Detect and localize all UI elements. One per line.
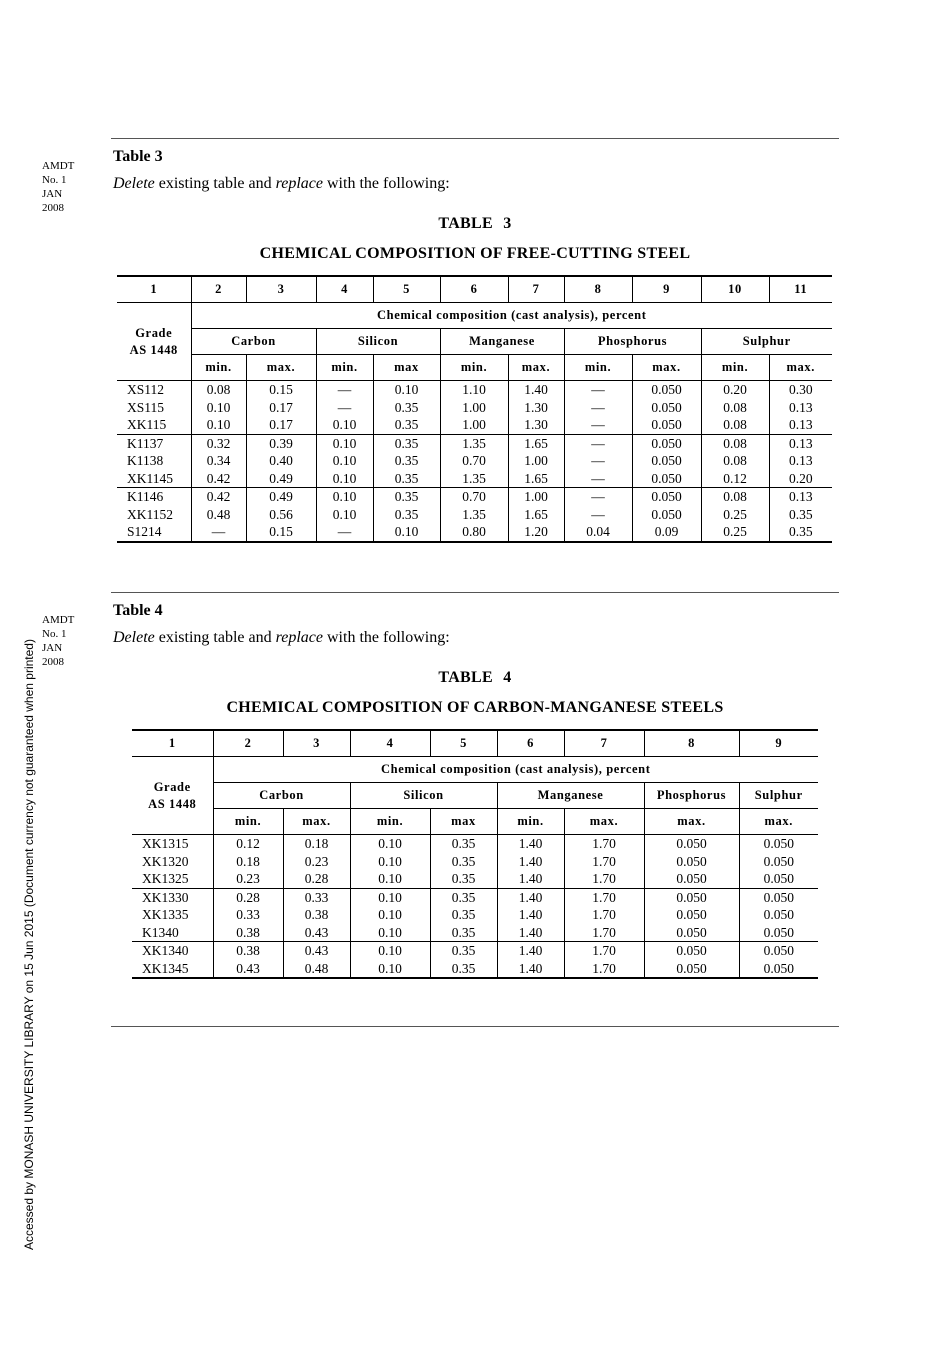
value-cell: 0.35 — [430, 924, 497, 942]
value-cell: 0.10 — [350, 924, 430, 942]
column-number: 4 — [316, 276, 373, 303]
value-cell: 1.00 — [440, 399, 508, 417]
value-cell: 0.40 — [246, 452, 316, 470]
value-cell: 1.35 — [440, 434, 508, 452]
min-max-row — [117, 355, 832, 381]
table-row — [117, 523, 832, 542]
value-cell: 1.65 — [508, 434, 564, 452]
value-cell: — — [564, 434, 632, 452]
grade-cell: XS115 — [117, 399, 191, 417]
value-cell: 0.17 — [246, 416, 316, 434]
value-cell: 0.49 — [246, 470, 316, 488]
table-row — [132, 924, 818, 942]
value-cell: 0.050 — [763, 907, 794, 922]
column-number: 5 — [373, 276, 440, 303]
table4-number: TABLE 4 — [438, 669, 512, 686]
value-cell: 0.10 — [316, 434, 373, 452]
element-header-row — [132, 783, 818, 809]
value-cell: 1.00 — [440, 416, 508, 434]
table-row — [132, 942, 818, 960]
value-cell: 1.40 — [497, 835, 564, 853]
value-cell: 1.40 — [497, 870, 564, 888]
column-number: 5 — [430, 730, 497, 757]
table3-title: CHEMICAL COMPOSITION OF FREE-CUTTING STEEL — [259, 245, 691, 262]
value-cell: 0.050 — [739, 960, 818, 979]
grade-cell: K1137 — [117, 434, 191, 452]
value-cell: 1.40 — [497, 960, 564, 979]
column-number: 9 — [632, 276, 701, 303]
value-cell: 0.10 — [350, 853, 430, 871]
table3-instruction: Delete existing table and replace with the following: — [113, 175, 450, 192]
composition-header: Chemical composition (cast analysis), percent — [213, 757, 818, 783]
value-cell: 0.43 — [213, 960, 283, 979]
value-cell: 0.050 — [632, 506, 701, 524]
min-max-label: min. — [701, 355, 769, 381]
value-cell: 0.050 — [632, 416, 701, 434]
grade-cell: K1340 — [132, 924, 213, 942]
value-cell: 1.70 — [564, 906, 644, 924]
value-cell: — — [316, 399, 373, 417]
min-max-label: max. — [632, 355, 701, 381]
element-header: Silicon — [350, 783, 497, 809]
table3-heading — [113, 147, 450, 194]
column-number: 6 — [497, 730, 564, 757]
table-row — [117, 434, 832, 452]
value-cell: 0.050 — [632, 399, 701, 417]
amendment-note-t4: AMDT No. 1 JAN 2008 — [42, 614, 75, 668]
top-rule — [111, 138, 839, 139]
value-cell: 0.35 — [788, 506, 813, 522]
value-cell: — — [564, 452, 632, 470]
min-max-label: max. — [283, 809, 350, 835]
min-max-label: max. — [508, 355, 564, 381]
value-cell: 0.28 — [213, 888, 283, 906]
value-cell: 0.56 — [246, 506, 316, 524]
value-cell: 0.43 — [283, 924, 350, 942]
table3-label: Table 3 — [113, 148, 163, 165]
value-cell: 0.35 — [430, 942, 497, 960]
value-cell: 0.10 — [350, 906, 430, 924]
grade-cell: XK1320 — [132, 853, 213, 871]
value-cell: 1.70 — [564, 870, 644, 888]
column-number: 8 — [644, 730, 739, 757]
table-row — [117, 381, 832, 399]
value-cell: 1.70 — [564, 835, 644, 853]
column-number: 8 — [564, 276, 632, 303]
element-header: Manganese — [497, 783, 644, 809]
min-max-label: max. — [739, 809, 818, 835]
grade-cell: S1214 — [117, 523, 191, 542]
group-header-row — [132, 757, 818, 783]
value-cell: 0.10 — [350, 870, 430, 888]
table-row — [117, 399, 832, 417]
value-cell: 0.08 — [701, 416, 769, 434]
min-max-label: max. — [564, 809, 644, 835]
value-cell: — — [564, 381, 632, 399]
value-cell: 0.050 — [632, 470, 701, 488]
value-cell: 1.10 — [440, 381, 508, 399]
column-number: 2 — [191, 276, 246, 303]
element-header: Carbon — [213, 783, 350, 809]
min-max-row — [132, 809, 818, 835]
value-cell: 0.15 — [246, 523, 316, 542]
value-cell: 0.70 — [440, 488, 508, 506]
table4 — [132, 729, 818, 979]
value-cell: 0.10 — [350, 835, 430, 853]
min-max-label: max. — [644, 809, 739, 835]
column-number: 7 — [508, 276, 564, 303]
value-cell: 0.38 — [213, 942, 283, 960]
value-cell: 0.23 — [283, 853, 350, 871]
value-cell: 1.00 — [508, 452, 564, 470]
value-cell: 0.35 — [373, 399, 440, 417]
table-row — [132, 835, 818, 853]
bottom-rule — [111, 1026, 839, 1027]
value-cell: 1.65 — [508, 470, 564, 488]
value-cell: 0.10 — [316, 452, 373, 470]
min-max-label: min. — [440, 355, 508, 381]
value-cell: 0.050 — [644, 924, 739, 942]
value-cell: 0.050 — [763, 889, 794, 905]
value-cell: 0.35 — [373, 416, 440, 434]
grade-cell: XK1340 — [132, 942, 213, 960]
value-cell: — — [316, 523, 373, 542]
column-number: 1 — [132, 730, 213, 757]
value-cell: 0.10 — [350, 960, 430, 979]
value-cell: 0.050 — [644, 960, 739, 979]
value-cell: 0.38 — [283, 906, 350, 924]
value-cell: 0.70 — [440, 452, 508, 470]
column-number: 3 — [283, 730, 350, 757]
value-cell: 0.32 — [191, 434, 246, 452]
value-cell: 1.40 — [497, 942, 564, 960]
value-cell: 0.35 — [373, 506, 440, 524]
composition-header: Chemical composition (cast analysis), percent — [191, 303, 832, 329]
value-cell: 0.08 — [701, 452, 769, 470]
value-cell: 1.20 — [508, 523, 564, 542]
min-max-label: min. — [316, 355, 373, 381]
value-cell: 0.050 — [739, 924, 818, 942]
value-cell: 0.08 — [701, 434, 769, 452]
value-cell: 0.10 — [350, 888, 430, 906]
value-cell: 0.15 — [246, 381, 316, 399]
value-cell: 0.08 — [191, 381, 246, 399]
value-cell: 1.40 — [497, 906, 564, 924]
value-cell: 0.10 — [191, 399, 246, 417]
value-cell: 0.050 — [644, 906, 739, 924]
grade-cell: XK1315 — [132, 835, 213, 853]
value-cell: 0.13 — [788, 453, 813, 468]
value-cell: — — [564, 399, 632, 417]
grade-cell: XK1145 — [117, 470, 191, 488]
value-cell: 0.10 — [316, 470, 373, 488]
element-header: Manganese — [440, 329, 564, 355]
value-cell: 0.42 — [191, 470, 246, 488]
value-cell: 0.050 — [763, 836, 794, 851]
amendment-note-t3: AMDT No. 1 JAN 2008 — [42, 160, 75, 214]
value-cell: 1.70 — [564, 942, 644, 960]
min-max-label: min. — [564, 355, 632, 381]
grade-cell: XK1345 — [132, 960, 213, 979]
value-cell: 0.10 — [373, 523, 440, 542]
value-cell: 0.43 — [283, 942, 350, 960]
value-cell: 1.70 — [564, 924, 644, 942]
column-number-row — [132, 730, 818, 757]
column-number: 2 — [213, 730, 283, 757]
column-number: 7 — [564, 730, 644, 757]
value-cell: 0.10 — [316, 488, 373, 506]
value-cell: 0.20 — [769, 470, 832, 488]
value-cell: 0.49 — [246, 488, 316, 506]
value-cell: 0.050 — [632, 488, 701, 506]
table4-heading — [113, 601, 450, 648]
column-number: 10 — [701, 276, 769, 303]
value-cell: 0.38 — [213, 924, 283, 942]
value-cell: 0.23 — [213, 870, 283, 888]
value-cell: 1.40 — [508, 381, 564, 399]
group-header-row — [117, 303, 832, 329]
min-max-label: min. — [213, 809, 283, 835]
value-cell: 0.48 — [283, 960, 350, 979]
value-cell: 1.70 — [564, 853, 644, 871]
value-cell: 0.35 — [430, 835, 497, 853]
value-cell: 0.12 — [701, 470, 769, 488]
min-max-label: min. — [497, 809, 564, 835]
value-cell: 0.35 — [373, 470, 440, 488]
table-row — [132, 888, 818, 906]
value-cell: — — [564, 470, 632, 488]
value-cell: 1.40 — [497, 853, 564, 871]
column-number: 6 — [440, 276, 508, 303]
value-cell: 0.050 — [644, 853, 739, 871]
table-row — [117, 470, 832, 488]
element-header: Silicon — [316, 329, 440, 355]
element-header-row — [117, 329, 832, 355]
column-number: 1 — [117, 276, 191, 303]
value-cell: 1.40 — [497, 924, 564, 942]
value-cell: 0.80 — [440, 523, 508, 542]
access-watermark: Accessed by MONASH UNIVERSITY LIBRARY on 15 Jun 2015 (Document currency not guaranteed when printed) — [22, 639, 36, 1250]
min-max-label: max — [430, 809, 497, 835]
value-cell: 0.050 — [739, 870, 818, 888]
grade-cell: K1146 — [117, 488, 191, 506]
grade-cell: XK1335 — [132, 906, 213, 924]
value-cell: 0.42 — [191, 488, 246, 506]
table4-instruction: Delete existing table and replace with the following: — [113, 629, 450, 646]
value-cell: 0.13 — [788, 435, 813, 451]
table-row — [117, 452, 832, 470]
column-number-row — [117, 276, 832, 303]
value-cell: 0.050 — [632, 452, 701, 470]
element-header: Phosphorus — [644, 783, 739, 809]
min-max-label: max. — [246, 355, 316, 381]
value-cell: 0.13 — [769, 416, 832, 434]
grade-header: Grade AS 1448 — [117, 303, 191, 381]
table-row — [117, 416, 832, 434]
value-cell: 0.35 — [769, 523, 832, 542]
value-cell: 1.30 — [508, 416, 564, 434]
element-header: Carbon — [191, 329, 316, 355]
value-cell: — — [564, 488, 632, 506]
element-header: Sulphur — [701, 329, 832, 355]
table4-title: CHEMICAL COMPOSITION OF CARBON-MANGANESE STEELS — [226, 699, 724, 716]
value-cell: 0.050 — [644, 870, 739, 888]
column-number: 11 — [769, 276, 832, 303]
value-cell: 0.12 — [213, 835, 283, 853]
value-cell: 0.17 — [246, 399, 316, 417]
value-cell: 0.08 — [701, 399, 769, 417]
element-header: Phosphorus — [564, 329, 701, 355]
value-cell: — — [191, 523, 246, 542]
value-cell: 1.30 — [508, 399, 564, 417]
value-cell: 0.10 — [191, 416, 246, 434]
value-cell: 0.18 — [213, 853, 283, 871]
value-cell: 0.10 — [373, 381, 440, 399]
value-cell: 0.050 — [644, 835, 739, 853]
value-cell: 0.050 — [763, 943, 794, 958]
value-cell: — — [316, 381, 373, 399]
value-cell: 0.10 — [316, 416, 373, 434]
value-cell: 0.050 — [632, 434, 701, 452]
value-cell: 0.050 — [763, 853, 794, 869]
value-cell: — — [564, 506, 632, 524]
value-cell: 0.35 — [430, 960, 497, 979]
table-row — [132, 870, 818, 888]
value-cell: 0.33 — [283, 888, 350, 906]
column-number: 3 — [246, 276, 316, 303]
table-row — [117, 488, 832, 506]
grade-cell: XK115 — [117, 416, 191, 434]
value-cell: 0.30 — [788, 382, 813, 397]
value-cell: 0.04 — [564, 523, 632, 542]
grade-cell: XK1330 — [132, 888, 213, 906]
grade-cell: K1138 — [117, 452, 191, 470]
value-cell: 0.28 — [283, 870, 350, 888]
value-cell: 0.13 — [788, 399, 813, 415]
min-max-label: max. — [769, 355, 832, 381]
table-row — [132, 853, 818, 871]
table3 — [117, 275, 832, 543]
table-row — [132, 906, 818, 924]
value-cell: 0.39 — [246, 434, 316, 452]
min-max-label: min. — [350, 809, 430, 835]
value-cell: — — [564, 416, 632, 434]
value-cell: 0.35 — [430, 853, 497, 871]
value-cell: 0.050 — [644, 942, 739, 960]
value-cell: 1.65 — [508, 506, 564, 524]
min-max-label: min. — [191, 355, 246, 381]
table4-label: Table 4 — [113, 602, 163, 619]
table-row — [132, 960, 818, 979]
column-number: 9 — [739, 730, 818, 757]
value-cell: 0.33 — [213, 906, 283, 924]
value-cell: 0.20 — [701, 381, 769, 399]
value-cell: 0.35 — [373, 452, 440, 470]
value-cell: 0.35 — [430, 888, 497, 906]
value-cell: 0.09 — [632, 523, 701, 542]
column-number: 4 — [350, 730, 430, 757]
value-cell: 0.35 — [430, 906, 497, 924]
min-max-label: max — [373, 355, 440, 381]
value-cell: 0.35 — [430, 870, 497, 888]
value-cell: 1.70 — [564, 960, 644, 979]
value-cell: 0.25 — [701, 523, 769, 542]
grade-header: Grade AS 1448 — [132, 757, 213, 835]
value-cell: 1.35 — [440, 470, 508, 488]
value-cell: 1.40 — [497, 888, 564, 906]
value-cell: 0.35 — [373, 434, 440, 452]
value-cell: 0.48 — [191, 506, 246, 524]
value-cell: 0.050 — [644, 888, 739, 906]
grade-cell: XK1152 — [117, 506, 191, 524]
value-cell: 0.10 — [316, 506, 373, 524]
value-cell: 0.35 — [373, 488, 440, 506]
value-cell: 0.25 — [701, 506, 769, 524]
value-cell: 1.00 — [508, 488, 564, 506]
value-cell: 0.050 — [632, 381, 701, 399]
grade-cell: XS112 — [117, 381, 191, 399]
grade-cell: XK1325 — [132, 870, 213, 888]
middle-rule — [111, 592, 839, 593]
value-cell: 0.08 — [701, 488, 769, 506]
table-row — [117, 506, 832, 524]
value-cell: 0.18 — [283, 835, 350, 853]
table3-number: TABLE 3 — [438, 215, 512, 232]
value-cell: 0.10 — [350, 942, 430, 960]
value-cell: 0.13 — [788, 489, 813, 504]
value-cell: 1.35 — [440, 506, 508, 524]
element-header: Sulphur — [739, 783, 818, 809]
value-cell: 0.34 — [191, 452, 246, 470]
value-cell: 1.70 — [564, 888, 644, 906]
